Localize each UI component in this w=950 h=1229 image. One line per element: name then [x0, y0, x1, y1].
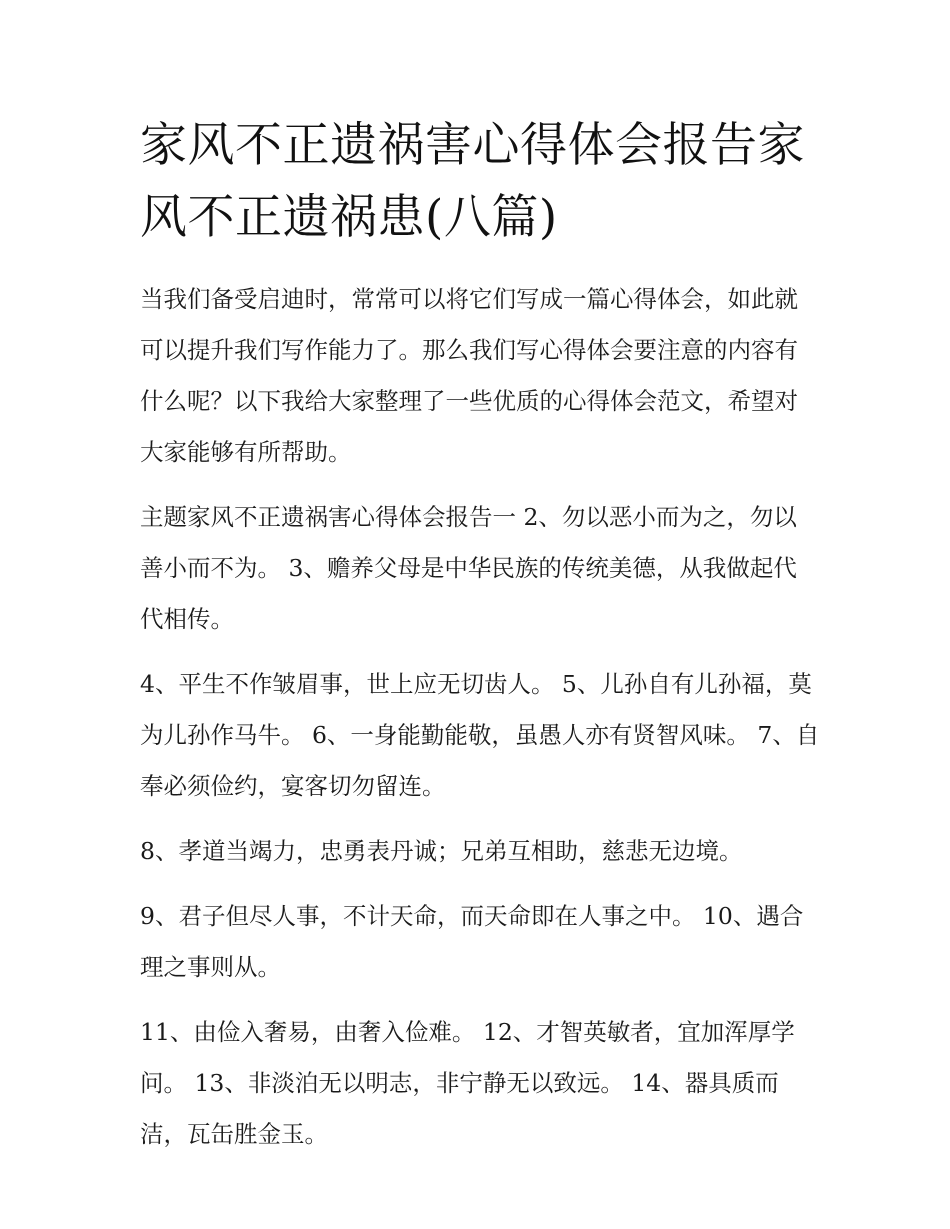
intro-paragraph: 当我们备受启迪时，常常可以将它们写成一篇心得体会，如此就可以提升我们写作能力了。那么我们写心得体会要注意的内容有什么呢？以下我给大家整理了一些优质的心得体会范文，希望对大家能够有所帮助。 [140, 285, 798, 466]
body-paragraph: 4、平生不作皱眉事，世上应无切齿人。 5、儿孙自有儿孙福，莫为儿孙作马牛。 6、一身能勤能敬，虽愚人亦有贤智风味。 7、自奉必须俭约，宴客切勿留连。 [140, 670, 820, 800]
document-page [140, 110, 820, 1160]
body-paragraph: 主题家风不正遗祸害心得体会报告一 2、勿以恶小而为之，勿以善小而不为。 3、赡养父母是中华民族的传统美德，从我做起代代相传。 [140, 503, 797, 633]
document-title: 家风不正遗祸害心得体会报告家风不正遗祸患(八篇) [140, 118, 805, 245]
body-paragraph: 9、君子但尽人事，不计天命，而天命即在人事之中。 10、遇合理之事则从。 [140, 902, 804, 981]
body-paragraph: 8、孝道当竭力，忠勇表丹诚；兄弟互相助，慈悲无边境。 [140, 837, 743, 865]
body-paragraph: 11、由俭入奢易，由奢入俭难。 12、才智英敏者，宜加浑厚学问。 13、非淡泊无以明志，非宁静无以致远。 14、器具质而洁，瓦缶胜金玉。 [140, 1018, 795, 1148]
